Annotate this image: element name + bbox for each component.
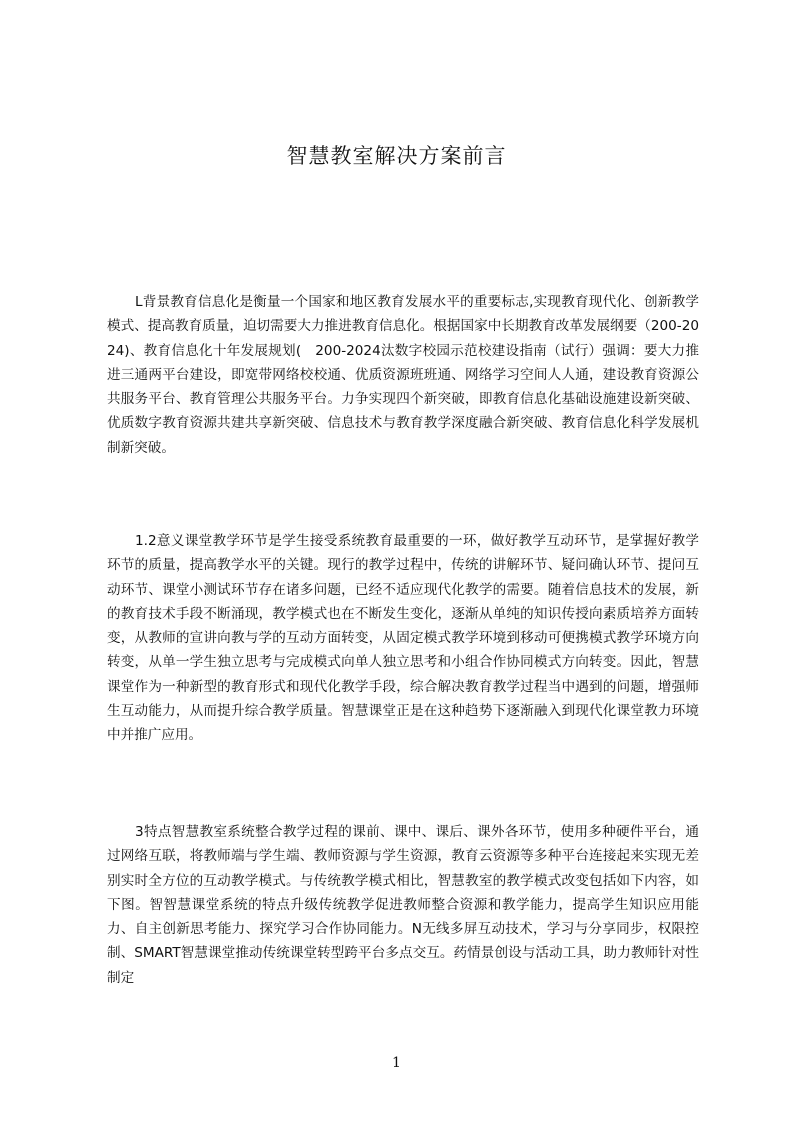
section-significance	[107, 529, 699, 748]
section-features	[107, 820, 699, 990]
paragraph-features: 3特点智慧教室系统整合教学过程的课前、课中、课后、课外各环节，使用多种硬件平台，通过网络互联，将教师端与学生端、教师资源与学生资源，教育云资源等多种平台连接起来实现无差别实时全方位的互动教学模式。与传统教学模式相比，智慧教室的教学模式改变包括如下内容，如下图。智智慧课堂系统的特点升级传统教学促进教师整合资源和教学能力，提高学生知识应用能力、自主创新思考能力、探究学习合作协同能力。N无线多屏互动技术，学习与分享同步，权限控制、SMART智慧课堂推动传统课堂转型跨平台多点交互。药情景创设与活动工具，助力教师针对性制定	[107, 824, 699, 986]
page-number: 1	[392, 1055, 401, 1071]
paragraph-background: L背景教育信息化是衡量一个国家和地区教育发展水平的重要标志,实现教育现代化、创新教学模式、提高教育质量，迫切需要大力推进教育信息化。根据国家中长期教育改革发展纲要（200-2024)、教育信息化十年发展规划( 200-2024汰数字校园示范校建设指南（试行）强调：要大力推进三通两平台建设，即宽带网络校校通、优质资源班班通、网络学习空间人人通，建设教育资源公共服务平台、教育管理公共服务平台。力争实现四个新突破，即教育信息化基础设施建设新突破、优质数字教育资源共建共享新突破、信息技术与教育教学深度融合新突破、教育信息化科学发展机制新突破。	[107, 294, 699, 456]
section-background	[107, 290, 699, 460]
document-title: 智慧教室解决方案前言	[286, 144, 507, 168]
paragraph-significance: 1.2意义课堂教学环节是学生接受系统教育最重要的一环，做好教学互动环节，是掌握好教学环节的质量，提高教学水平的关键。现行的教学过程中，传统的讲解环节、疑问确认环节、提问互动环节、课堂小测试环节存在诸多问题，已经不适应现代化教学的需要。随着信息技术的发展，新的教育技术手段不断涌现，教学模式也在不断发生变化，逐渐从单纯的知识传授向素质培养方面转变，从教师的宣讲向教与学的互动方面转变，从固定模式教学环境到移动可便携模式教学环境方向转变，从单一学生独立思考与完成模式向单人独立思考和小组合作协同模式方向转变。因此，智慧课堂作为一种新型的教育形式和现代化教学手段，综合解决教育教学过程当中遇到的问题，增强师生互动能力，从而提升综合教学质量。智慧课堂正是在这种趋势下逐渐融入到现代化课堂教力环境中并推广应用。	[107, 533, 699, 744]
